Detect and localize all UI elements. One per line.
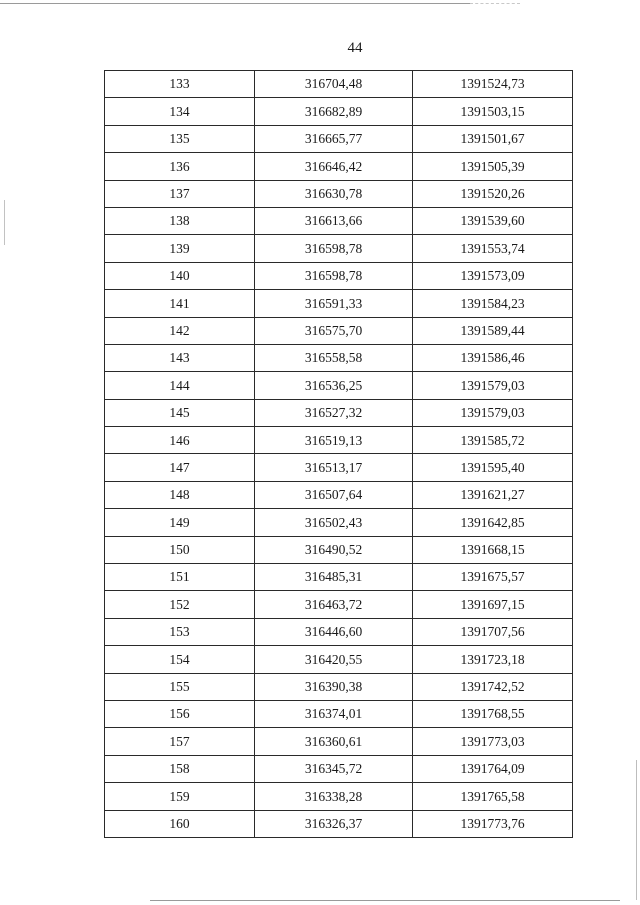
table-row (105, 317, 573, 344)
point-number-cell: 153 (105, 618, 255, 645)
table-row (105, 591, 573, 618)
y-coordinate-cell: 1391768,55 (413, 700, 573, 727)
point-number-cell: 148 (105, 481, 255, 508)
point-number-cell: 150 (105, 536, 255, 563)
point-number-cell: 138 (105, 207, 255, 234)
x-coordinate-cell: 316704,48 (255, 71, 413, 98)
x-coordinate-cell: 316558,58 (255, 344, 413, 371)
point-number-cell: 137 (105, 180, 255, 207)
x-coordinate-cell: 316613,66 (255, 207, 413, 234)
x-coordinate-cell: 316420,55 (255, 646, 413, 673)
point-number-cell: 140 (105, 262, 255, 289)
table-row (105, 344, 573, 371)
point-number-cell: 139 (105, 235, 255, 262)
x-coordinate-cell: 316326,37 (255, 810, 413, 837)
point-number-cell: 133 (105, 71, 255, 98)
point-number-cell: 159 (105, 783, 255, 810)
table-row (105, 125, 573, 152)
point-number-cell: 145 (105, 399, 255, 426)
y-coordinate-cell: 1391579,03 (413, 372, 573, 399)
x-coordinate-cell: 316485,31 (255, 564, 413, 591)
table-row (105, 481, 573, 508)
point-number-cell: 152 (105, 591, 255, 618)
scan-edge-top-faded (470, 3, 520, 4)
point-number-cell: 157 (105, 728, 255, 755)
y-coordinate-cell: 1391621,27 (413, 481, 573, 508)
coordinates-table (104, 70, 573, 838)
y-coordinate-cell: 1391539,60 (413, 207, 573, 234)
x-coordinate-cell: 316598,78 (255, 235, 413, 262)
y-coordinate-cell: 1391524,73 (413, 71, 573, 98)
table-row (105, 673, 573, 700)
y-coordinate-cell: 1391503,15 (413, 98, 573, 125)
point-number-cell: 154 (105, 646, 255, 673)
point-number-cell: 160 (105, 810, 255, 837)
y-coordinate-cell: 1391589,44 (413, 317, 573, 344)
point-number-cell: 149 (105, 509, 255, 536)
x-coordinate-cell: 316646,42 (255, 153, 413, 180)
scan-edge-top (0, 3, 470, 4)
x-coordinate-cell: 316598,78 (255, 262, 413, 289)
y-coordinate-cell: 1391585,72 (413, 427, 573, 454)
x-coordinate-cell: 316682,89 (255, 98, 413, 125)
point-number-cell: 143 (105, 344, 255, 371)
x-coordinate-cell: 316665,77 (255, 125, 413, 152)
y-coordinate-cell: 1391520,26 (413, 180, 573, 207)
x-coordinate-cell: 316591,33 (255, 290, 413, 317)
point-number-cell: 158 (105, 755, 255, 782)
x-coordinate-cell: 316519,13 (255, 427, 413, 454)
x-coordinate-cell: 316536,25 (255, 372, 413, 399)
y-coordinate-cell: 1391765,58 (413, 783, 573, 810)
table-row (105, 454, 573, 481)
y-coordinate-cell: 1391573,09 (413, 262, 573, 289)
point-number-cell: 144 (105, 372, 255, 399)
y-coordinate-cell: 1391642,85 (413, 509, 573, 536)
table-row (105, 262, 573, 289)
table-row (105, 564, 573, 591)
y-coordinate-cell: 1391501,67 (413, 125, 573, 152)
table-row (105, 153, 573, 180)
point-number-cell: 135 (105, 125, 255, 152)
y-coordinate-cell: 1391668,15 (413, 536, 573, 563)
table-row (105, 372, 573, 399)
scan-edge-left (4, 200, 5, 245)
y-coordinate-cell: 1391584,23 (413, 290, 573, 317)
x-coordinate-cell: 316338,28 (255, 783, 413, 810)
y-coordinate-cell: 1391505,39 (413, 153, 573, 180)
table-row (105, 700, 573, 727)
y-coordinate-cell: 1391723,18 (413, 646, 573, 673)
x-coordinate-cell: 316446,60 (255, 618, 413, 645)
x-coordinate-cell: 316527,32 (255, 399, 413, 426)
point-number-cell: 156 (105, 700, 255, 727)
x-coordinate-cell: 316463,72 (255, 591, 413, 618)
table-row (105, 755, 573, 782)
page-number: 44 (347, 40, 363, 56)
y-coordinate-cell: 1391595,40 (413, 454, 573, 481)
x-coordinate-cell: 316575,70 (255, 317, 413, 344)
x-coordinate-cell: 316345,72 (255, 755, 413, 782)
y-coordinate-cell: 1391742,52 (413, 673, 573, 700)
x-coordinate-cell: 316360,61 (255, 728, 413, 755)
x-coordinate-cell: 316502,43 (255, 509, 413, 536)
point-number-cell: 155 (105, 673, 255, 700)
y-coordinate-cell: 1391579,03 (413, 399, 573, 426)
y-coordinate-cell: 1391675,57 (413, 564, 573, 591)
x-coordinate-cell: 316390,38 (255, 673, 413, 700)
x-coordinate-cell: 316490,52 (255, 536, 413, 563)
point-number-cell: 141 (105, 290, 255, 317)
table-row (105, 536, 573, 563)
table-row (105, 235, 573, 262)
table-row (105, 728, 573, 755)
point-number-cell: 151 (105, 564, 255, 591)
point-number-cell: 136 (105, 153, 255, 180)
table-row (105, 509, 573, 536)
table-row (105, 399, 573, 426)
table-row (105, 646, 573, 673)
scan-edge-bottom (150, 900, 620, 901)
table-row (105, 810, 573, 837)
table-row (105, 427, 573, 454)
y-coordinate-cell: 1391586,46 (413, 344, 573, 371)
point-number-cell: 146 (105, 427, 255, 454)
y-coordinate-cell: 1391707,56 (413, 618, 573, 645)
y-coordinate-cell: 1391764,09 (413, 755, 573, 782)
x-coordinate-cell: 316513,17 (255, 454, 413, 481)
table-row (105, 290, 573, 317)
x-coordinate-cell: 316630,78 (255, 180, 413, 207)
table-row (105, 783, 573, 810)
y-coordinate-cell: 1391773,03 (413, 728, 573, 755)
point-number-cell: 142 (105, 317, 255, 344)
table-row (105, 207, 573, 234)
y-coordinate-cell: 1391773,76 (413, 810, 573, 837)
point-number-cell: 147 (105, 454, 255, 481)
table-row (105, 71, 573, 98)
point-number-cell: 134 (105, 98, 255, 125)
y-coordinate-cell: 1391697,15 (413, 591, 573, 618)
y-coordinate-cell: 1391553,74 (413, 235, 573, 262)
x-coordinate-cell: 316507,64 (255, 481, 413, 508)
table-row (105, 98, 573, 125)
table-row (105, 180, 573, 207)
table-row (105, 618, 573, 645)
coordinates-table-body (105, 71, 573, 838)
x-coordinate-cell: 316374,01 (255, 700, 413, 727)
scan-edge-right (636, 760, 637, 900)
